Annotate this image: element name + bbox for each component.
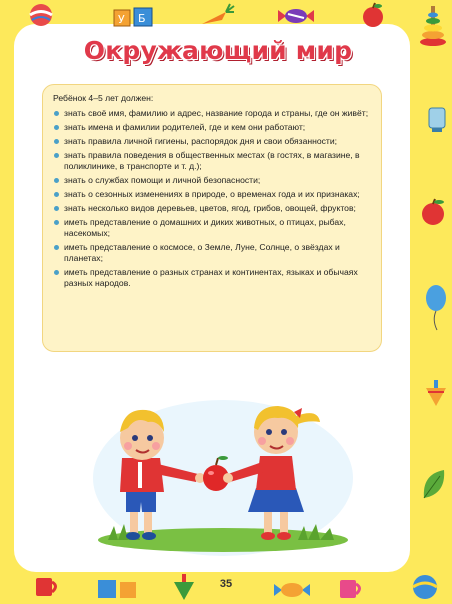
alphabet-blocks-icon	[112, 4, 158, 28]
lamp-icon	[424, 104, 450, 134]
list-item: иметь представление о космосе, о Земле, Луне, Солнце, о звёздах и планетах;	[53, 242, 371, 264]
bullet-icon	[54, 220, 59, 225]
list-item: знать имена и фамилии родителей, где и кем они работают;	[53, 122, 371, 133]
bullet-icon	[54, 139, 59, 144]
requirements-list	[53, 108, 371, 289]
apple-icon	[418, 198, 448, 226]
mug-icon	[338, 574, 364, 602]
list-item: знать правила поведения в общественных местах (в гостях, в магазине, в поликлинике, в транспорте и т. д.);	[53, 150, 371, 172]
candy-icon	[272, 580, 312, 600]
requirements-box	[42, 84, 382, 352]
list-item: иметь представление о домашних и диких животных, о птицах, рыбах, насекомых;	[53, 217, 371, 239]
ball-icon	[28, 2, 54, 28]
svg-text:Б: Б	[138, 12, 146, 25]
bullet-icon	[54, 270, 59, 275]
bullet-icon	[54, 125, 59, 130]
bullet-icon	[54, 192, 59, 197]
carrot-icon	[196, 2, 236, 28]
bullet-icon	[54, 153, 59, 158]
children-apple-illustration	[88, 378, 358, 556]
svg-text:У: У	[118, 13, 125, 26]
leaf-icon	[420, 468, 448, 502]
alphabet-blocks-icon	[96, 576, 142, 600]
list-item: знать о сезонных изменениях в природе, о временах года и их признаках;	[53, 189, 371, 200]
requirements-intro: Ребёнок 4–5 лет должен:	[53, 93, 154, 103]
bullet-icon	[54, 111, 59, 116]
balloon-icon	[424, 284, 448, 332]
spinning-top-icon	[172, 574, 196, 602]
page-title: Окружающий мир	[83, 36, 353, 65]
apple-icon	[360, 2, 386, 28]
page-number: 35	[219, 578, 233, 590]
candy-icon	[276, 6, 316, 26]
ring-pyramid-icon	[418, 6, 448, 48]
ball-icon	[410, 572, 440, 602]
list-item: знать несколько видов деревьев, цветов, ягод, грибов, овощей, фруктов;	[53, 203, 371, 214]
spinning-top-icon	[424, 378, 448, 408]
list-item: знать своё имя, фамилию и адрес, название города и страны, где он живёт;	[53, 108, 371, 119]
bullet-icon	[54, 245, 59, 250]
list-item: знать правила личной гигиены, распорядок дня и свои обязанности;	[53, 136, 371, 147]
bullet-icon	[54, 178, 59, 183]
bullet-icon	[54, 206, 59, 211]
list-item: знать о службах помощи и личной безопасности;	[53, 175, 371, 186]
mug-icon	[34, 572, 60, 600]
list-item: иметь представление о разных странах и континентах, языках и обычаях разных народов.	[53, 267, 371, 289]
